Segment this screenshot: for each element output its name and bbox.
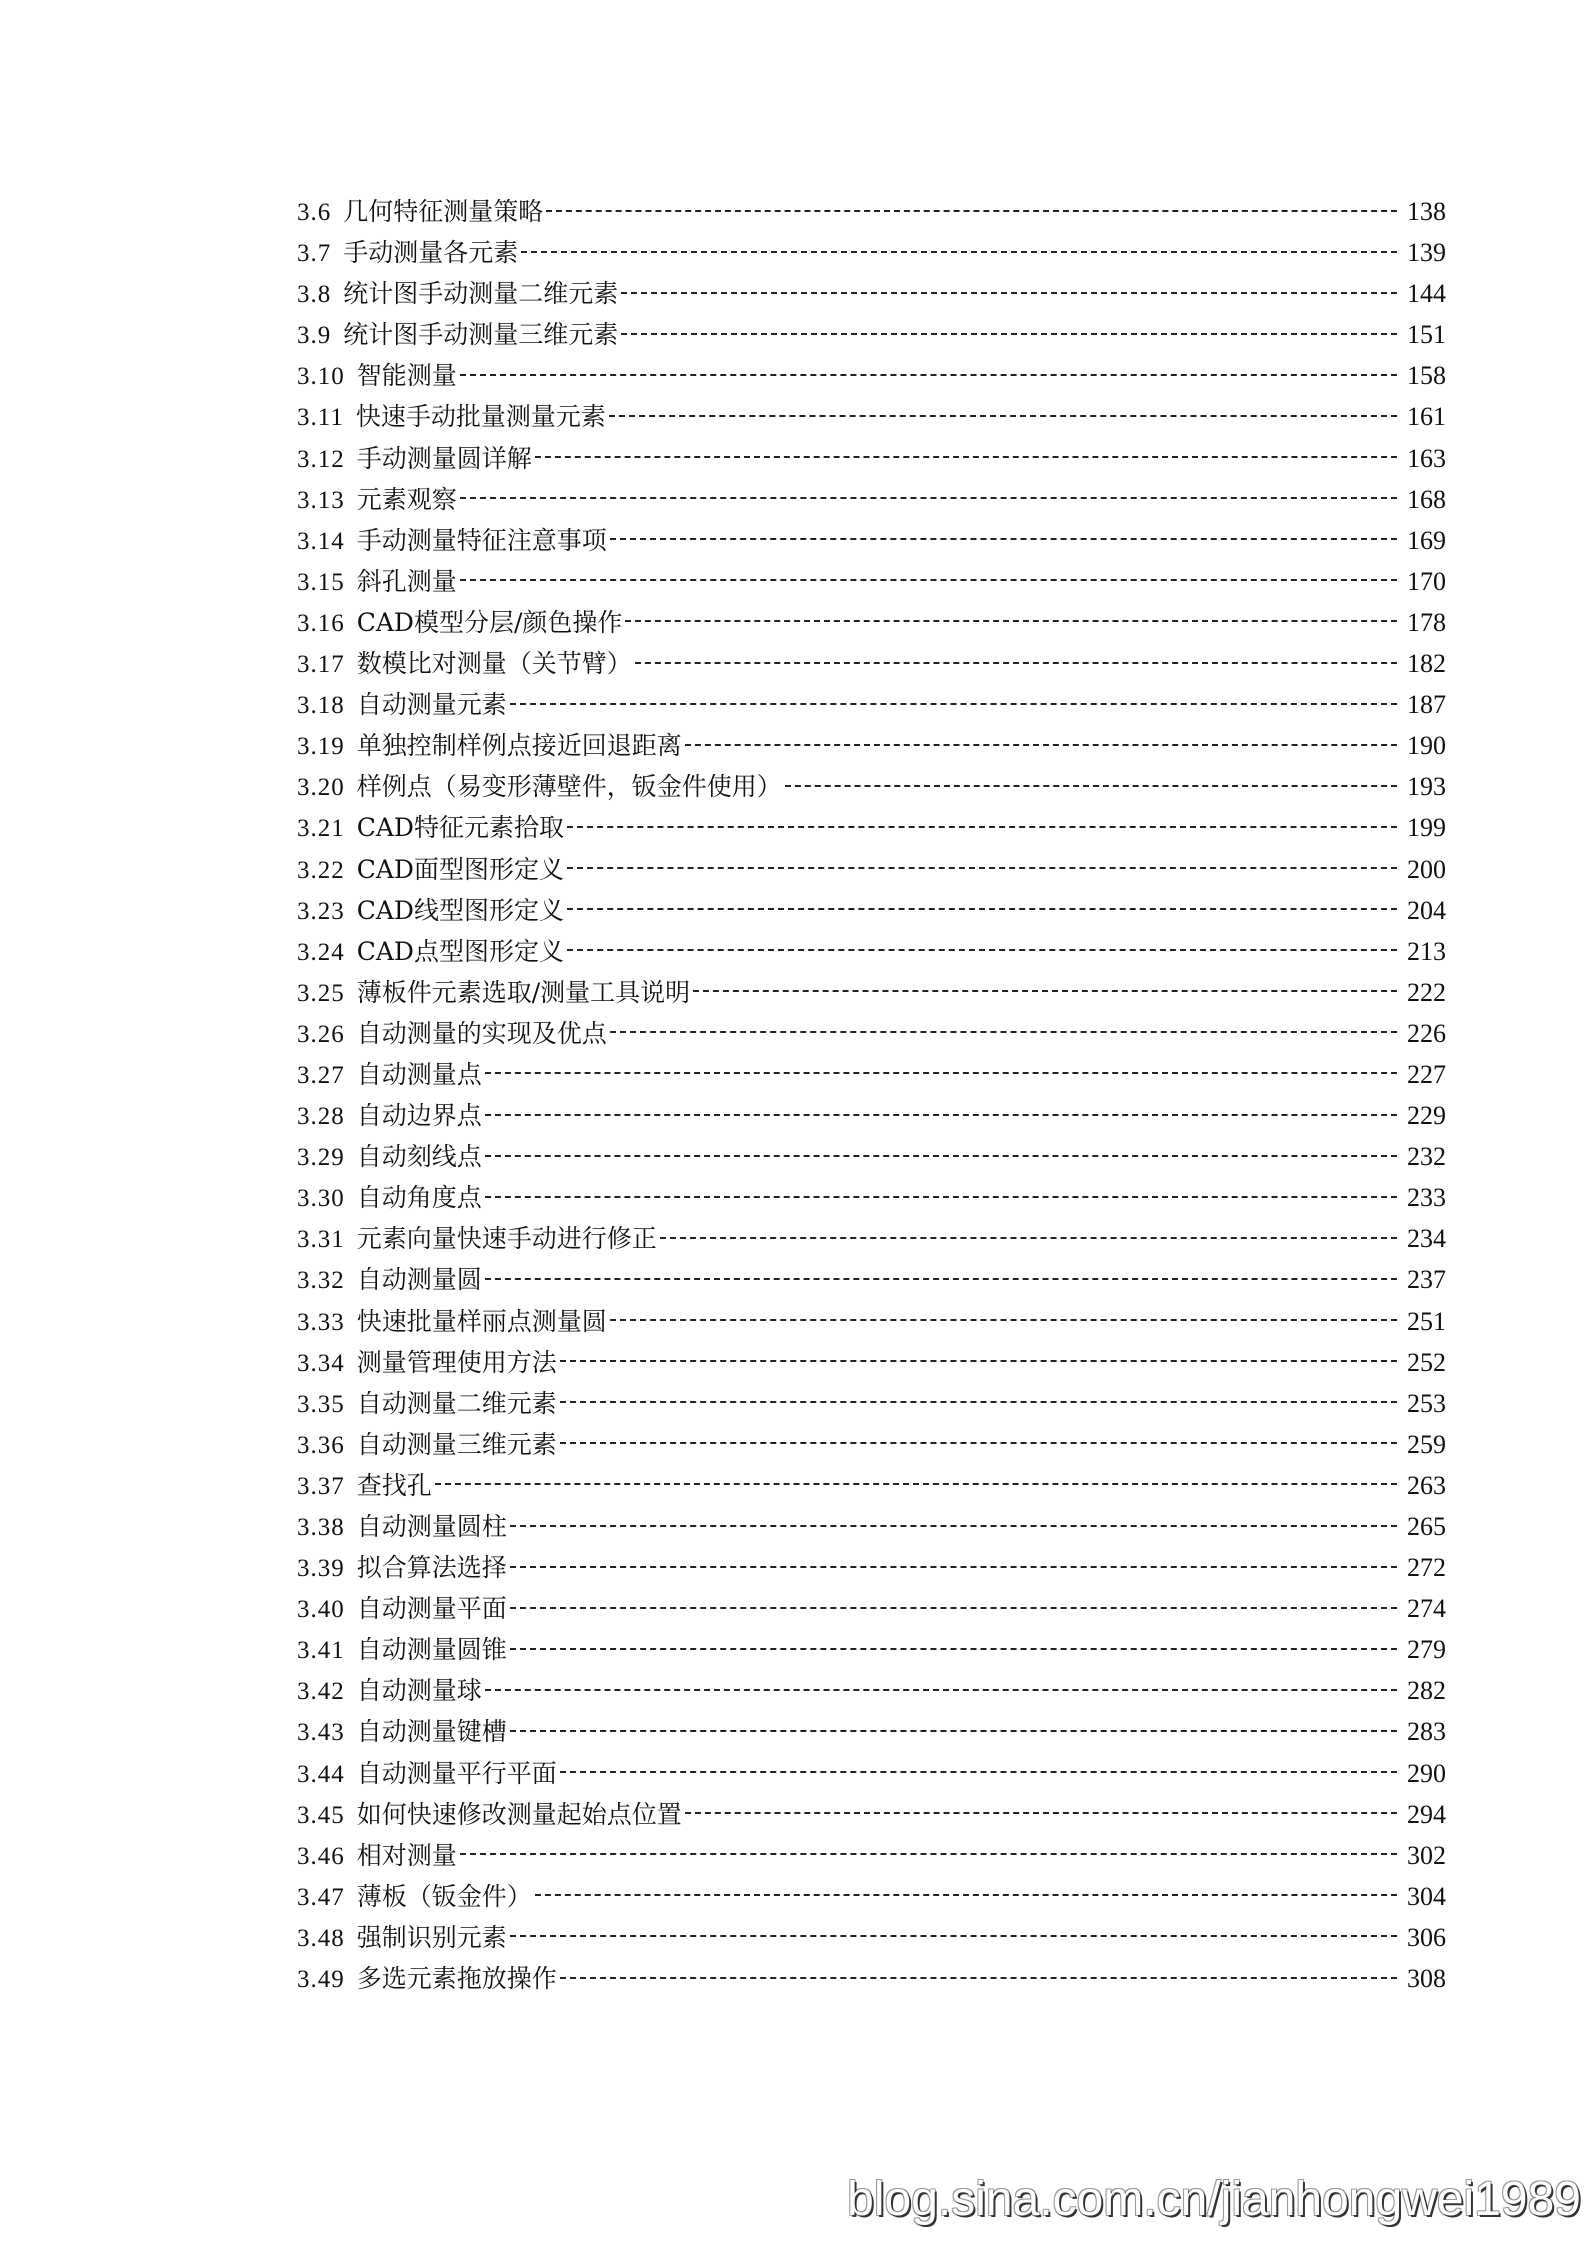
dash-leader — [635, 647, 1397, 672]
section-title: 多选元素拖放操作 — [356, 1964, 557, 1994]
section-title: CAD模型分层/颜色操作 — [356, 607, 623, 637]
section-title: CAD面型图形定义 — [356, 854, 564, 884]
dash-leader — [621, 318, 1397, 343]
section-number: 3.11 — [297, 404, 344, 432]
toc-entry[interactable] — [297, 191, 1446, 232]
section-title: 自动测量球 — [356, 1676, 482, 1706]
toc-entry[interactable] — [297, 1753, 1446, 1794]
toc-entry[interactable] — [297, 438, 1446, 479]
toc-entry[interactable] — [297, 807, 1446, 848]
dash-leader — [460, 565, 1397, 590]
toc-entry[interactable] — [297, 1670, 1446, 1711]
section-number: 3.36 — [297, 1431, 345, 1459]
page-number: 233 — [1407, 1183, 1446, 1213]
section-number: 3.41 — [297, 1637, 345, 1665]
page-number: 144 — [1407, 279, 1446, 309]
dash-leader — [485, 1140, 1397, 1165]
toc-entry[interactable] — [297, 1711, 1446, 1752]
toc-entry[interactable] — [297, 1547, 1446, 1588]
section-number: 3.18 — [297, 692, 345, 720]
dash-leader — [621, 277, 1397, 302]
page-number: 161 — [1407, 402, 1446, 432]
section-number: 3.28 — [297, 1103, 345, 1131]
section-number: 3.35 — [297, 1390, 345, 1418]
toc-entry[interactable] — [297, 1218, 1446, 1259]
page-number: 168 — [1407, 484, 1446, 514]
page-number: 151 — [1407, 320, 1446, 350]
page-number: 304 — [1407, 1881, 1446, 1911]
toc-entry[interactable] — [297, 602, 1446, 643]
dash-leader — [785, 770, 1397, 795]
section-number: 3.12 — [297, 445, 345, 473]
section-number: 3.16 — [297, 609, 345, 637]
dash-leader — [485, 1263, 1397, 1288]
section-title: 快速批量样丽点测量圆 — [356, 1306, 607, 1336]
page-number: 222 — [1407, 977, 1446, 1007]
section-title: 手动测量各元素 — [343, 238, 519, 268]
section-title: 手动测量特征注意事项 — [356, 525, 607, 555]
section-number: 3.48 — [297, 1924, 345, 1952]
section-number: 3.15 — [297, 568, 345, 596]
page-number: 199 — [1407, 813, 1446, 843]
dash-leader — [510, 1592, 1397, 1617]
page-number: 253 — [1407, 1388, 1446, 1418]
section-title: 自动测量二维元素 — [356, 1388, 557, 1418]
dash-leader — [685, 729, 1397, 754]
section-title: 元素观察 — [356, 484, 457, 514]
dash-leader — [510, 1551, 1397, 1576]
toc-entry[interactable] — [297, 684, 1446, 725]
toc-entry[interactable] — [297, 1424, 1446, 1465]
dash-leader — [460, 359, 1397, 384]
dash-leader — [435, 1469, 1397, 1494]
page-number: 139 — [1407, 238, 1446, 268]
section-number: 3.34 — [297, 1349, 345, 1377]
toc-entry[interactable] — [297, 1259, 1446, 1300]
dash-leader — [567, 853, 1397, 878]
page-number: 302 — [1407, 1840, 1446, 1870]
section-number: 3.32 — [297, 1267, 345, 1295]
dash-leader — [546, 195, 1397, 220]
section-title: 智能测量 — [356, 361, 457, 391]
section-number: 3.13 — [297, 486, 345, 514]
section-number: 3.17 — [297, 651, 345, 679]
toc-entry[interactable] — [297, 1629, 1446, 1670]
toc-entry[interactable] — [297, 643, 1446, 684]
page-number: 234 — [1407, 1224, 1446, 1254]
page-number: 178 — [1407, 607, 1446, 637]
toc-entry[interactable] — [297, 890, 1446, 931]
dash-leader — [560, 1387, 1397, 1412]
toc-entry[interactable] — [297, 232, 1446, 273]
section-number: 3.37 — [297, 1472, 345, 1500]
dash-leader — [485, 1099, 1397, 1124]
dash-leader — [485, 1181, 1397, 1206]
section-number: 3.46 — [297, 1842, 345, 1870]
toc-entry[interactable] — [297, 1095, 1446, 1136]
dash-leader — [625, 606, 1397, 631]
toc-entry[interactable] — [297, 479, 1446, 520]
section-title: 强制识别元素 — [356, 1922, 507, 1952]
toc-entry[interactable] — [297, 1835, 1446, 1876]
toc-entry[interactable] — [297, 931, 1446, 972]
toc-entry[interactable] — [297, 1054, 1446, 1095]
section-number: 3.45 — [297, 1801, 345, 1829]
section-title: 拟合算法选择 — [356, 1553, 507, 1583]
section-number: 3.20 — [297, 774, 345, 802]
toc-entry[interactable] — [297, 1383, 1446, 1424]
table-of-contents — [297, 191, 1446, 1999]
section-title: 自动测量圆柱 — [356, 1512, 507, 1541]
page-number: 213 — [1407, 936, 1446, 966]
toc-entry[interactable] — [297, 561, 1446, 602]
dash-leader — [693, 976, 1397, 1001]
page-number: 232 — [1407, 1142, 1446, 1172]
section-title: 自动测量三维元素 — [356, 1429, 557, 1459]
toc-entry[interactable] — [297, 1958, 1446, 1999]
section-number: 3.14 — [297, 527, 345, 555]
section-number: 3.25 — [297, 979, 345, 1007]
section-title: 样例点（易变形薄壁件，钣金件使用） — [356, 772, 782, 802]
toc-entry[interactable] — [297, 1177, 1446, 1218]
dash-leader — [510, 1633, 1397, 1658]
section-number: 3.47 — [297, 1883, 345, 1911]
section-number: 3.33 — [297, 1308, 345, 1336]
section-title: 自动测量键槽 — [356, 1717, 507, 1747]
dash-leader — [609, 400, 1397, 425]
dash-leader — [510, 1510, 1397, 1535]
page-number: 204 — [1407, 895, 1446, 925]
dash-leader — [685, 1798, 1397, 1823]
dash-leader — [610, 1017, 1397, 1042]
dash-leader — [510, 1715, 1397, 1740]
toc-entry[interactable] — [297, 1917, 1446, 1958]
toc-entry[interactable] — [297, 1013, 1446, 1054]
dash-leader — [535, 1880, 1397, 1905]
dash-leader — [610, 524, 1397, 549]
section-title: 自动测量元素 — [356, 690, 507, 720]
page-number: 158 — [1407, 361, 1446, 391]
section-number: 3.19 — [297, 733, 345, 761]
section-number: 3.49 — [297, 1966, 345, 1994]
dash-leader — [510, 1921, 1397, 1946]
section-title: 元素向量快速手动进行修正 — [356, 1224, 657, 1254]
page-number: 229 — [1407, 1101, 1446, 1131]
dash-leader — [567, 894, 1397, 919]
page-number: 290 — [1407, 1758, 1446, 1788]
section-title: 统计图手动测量二维元素 — [343, 279, 619, 309]
section-number: 3.26 — [297, 1020, 345, 1048]
toc-entry[interactable] — [297, 1588, 1446, 1629]
section-number: 3.6 — [297, 199, 332, 226]
page-number: 187 — [1407, 690, 1446, 720]
page-number: 259 — [1407, 1429, 1446, 1459]
page-number: 283 — [1407, 1717, 1446, 1747]
toc-entry[interactable] — [297, 355, 1446, 396]
page-number: 272 — [1407, 1553, 1446, 1583]
toc-entry[interactable] — [297, 1342, 1446, 1383]
page-number: 182 — [1407, 649, 1446, 679]
section-title: 自动测量平面 — [356, 1594, 507, 1624]
section-title: 几何特征测量策略 — [343, 197, 544, 226]
page-number: 294 — [1407, 1799, 1446, 1829]
section-title: 自动角度点 — [356, 1183, 482, 1213]
section-number: 3.38 — [297, 1514, 345, 1541]
section-number: 3.8 — [297, 281, 332, 309]
section-title: 如何快速修改测量起始点位置 — [356, 1799, 682, 1829]
section-number: 3.31 — [297, 1226, 345, 1254]
toc-entry[interactable] — [297, 1465, 1446, 1506]
page-number: 193 — [1407, 772, 1446, 802]
section-title: 自动测量圆锥 — [356, 1635, 507, 1665]
section-number: 3.23 — [297, 897, 345, 925]
toc-entry[interactable] — [297, 396, 1446, 437]
section-title: 薄板（钣金件） — [356, 1881, 532, 1911]
section-number: 3.40 — [297, 1596, 345, 1624]
section-title: 单独控制样例点接近回退距离 — [356, 731, 682, 761]
page-number: 227 — [1407, 1059, 1446, 1089]
section-title: 自动边界点 — [356, 1101, 482, 1131]
section-title: CAD特征元素拾取 — [356, 813, 564, 843]
toc-entry[interactable] — [297, 314, 1446, 355]
toc-entry[interactable] — [297, 1136, 1446, 1177]
dash-leader — [460, 483, 1397, 508]
dash-leader — [510, 688, 1397, 713]
section-number: 3.44 — [297, 1760, 345, 1788]
dash-leader — [521, 236, 1397, 261]
dash-leader — [460, 1839, 1397, 1864]
page-number: 138 — [1407, 197, 1446, 226]
section-number: 3.39 — [297, 1555, 345, 1583]
section-number: 3.7 — [297, 240, 332, 268]
page-number: 274 — [1407, 1594, 1446, 1624]
toc-entry[interactable] — [297, 766, 1446, 807]
toc-entry[interactable] — [297, 1794, 1446, 1835]
section-number: 3.21 — [297, 815, 345, 843]
page-number: 163 — [1407, 443, 1446, 473]
toc-entry[interactable] — [297, 520, 1446, 561]
section-number: 3.10 — [297, 363, 345, 391]
section-title: 斜孔测量 — [356, 566, 457, 596]
dash-leader — [560, 1757, 1397, 1782]
section-title: 快速手动批量测量元素 — [355, 402, 606, 432]
page-number: 282 — [1407, 1676, 1446, 1706]
dash-leader — [560, 1346, 1397, 1371]
section-title: 薄板件元素选取/测量工具说明 — [356, 977, 691, 1007]
section-title: CAD点型图形定义 — [356, 936, 564, 966]
section-number: 3.43 — [297, 1719, 345, 1747]
dash-leader — [567, 811, 1397, 836]
page-number: 251 — [1407, 1306, 1446, 1336]
section-number: 3.30 — [297, 1185, 345, 1213]
section-title: 自动测量的实现及优点 — [356, 1018, 607, 1048]
section-title: 测量管理使用方法 — [356, 1347, 557, 1377]
dash-leader — [485, 1058, 1397, 1083]
section-title: 自动测量平行平面 — [356, 1758, 557, 1788]
section-number: 3.24 — [297, 938, 345, 966]
section-title: 相对测量 — [356, 1840, 457, 1870]
watermark-text: blog.sina.com.cn/jianhongwei1989 — [847, 2173, 1581, 2226]
page-number: 169 — [1407, 525, 1446, 555]
section-title: CAD线型图形定义 — [356, 895, 564, 925]
page-number: 252 — [1407, 1347, 1446, 1377]
dash-leader — [560, 1962, 1397, 1987]
toc-entry[interactable] — [297, 1876, 1446, 1917]
dash-leader — [660, 1222, 1397, 1247]
section-title: 手动测量圆详解 — [356, 443, 532, 473]
section-title: 数模比对测量（关节臂） — [356, 649, 632, 679]
toc-entry[interactable] — [297, 1506, 1446, 1547]
section-number: 3.27 — [297, 1061, 345, 1089]
dash-leader — [535, 442, 1397, 467]
section-title: 自动测量圆 — [356, 1265, 482, 1295]
dash-leader — [560, 1428, 1397, 1453]
page-number: 279 — [1407, 1635, 1446, 1665]
dash-leader — [610, 1305, 1397, 1330]
page-number: 226 — [1407, 1018, 1446, 1048]
page-number: 263 — [1407, 1470, 1446, 1500]
page-number: 265 — [1407, 1512, 1446, 1541]
page-number: 306 — [1407, 1922, 1446, 1952]
section-number: 3.9 — [297, 322, 332, 350]
section-number: 3.42 — [297, 1678, 345, 1706]
page-number: 237 — [1407, 1265, 1446, 1295]
section-title: 自动测量点 — [356, 1059, 482, 1089]
dash-leader — [567, 935, 1397, 960]
toc-entry[interactable] — [297, 273, 1446, 314]
page-number: 200 — [1407, 854, 1446, 884]
section-title: 查找孔 — [356, 1470, 432, 1500]
toc-entry[interactable] — [297, 972, 1446, 1013]
page-number: 190 — [1407, 731, 1446, 761]
dash-leader — [485, 1674, 1397, 1699]
toc-entry[interactable] — [297, 1301, 1446, 1342]
toc-entry[interactable] — [297, 849, 1446, 890]
section-number: 3.22 — [297, 856, 345, 884]
toc-entry[interactable] — [297, 725, 1446, 766]
section-title: 统计图手动测量三维元素 — [343, 320, 619, 350]
page-number: 170 — [1407, 566, 1446, 596]
section-number: 3.29 — [297, 1144, 345, 1172]
page-number: 308 — [1407, 1964, 1446, 1994]
section-title: 自动刻线点 — [356, 1142, 482, 1172]
